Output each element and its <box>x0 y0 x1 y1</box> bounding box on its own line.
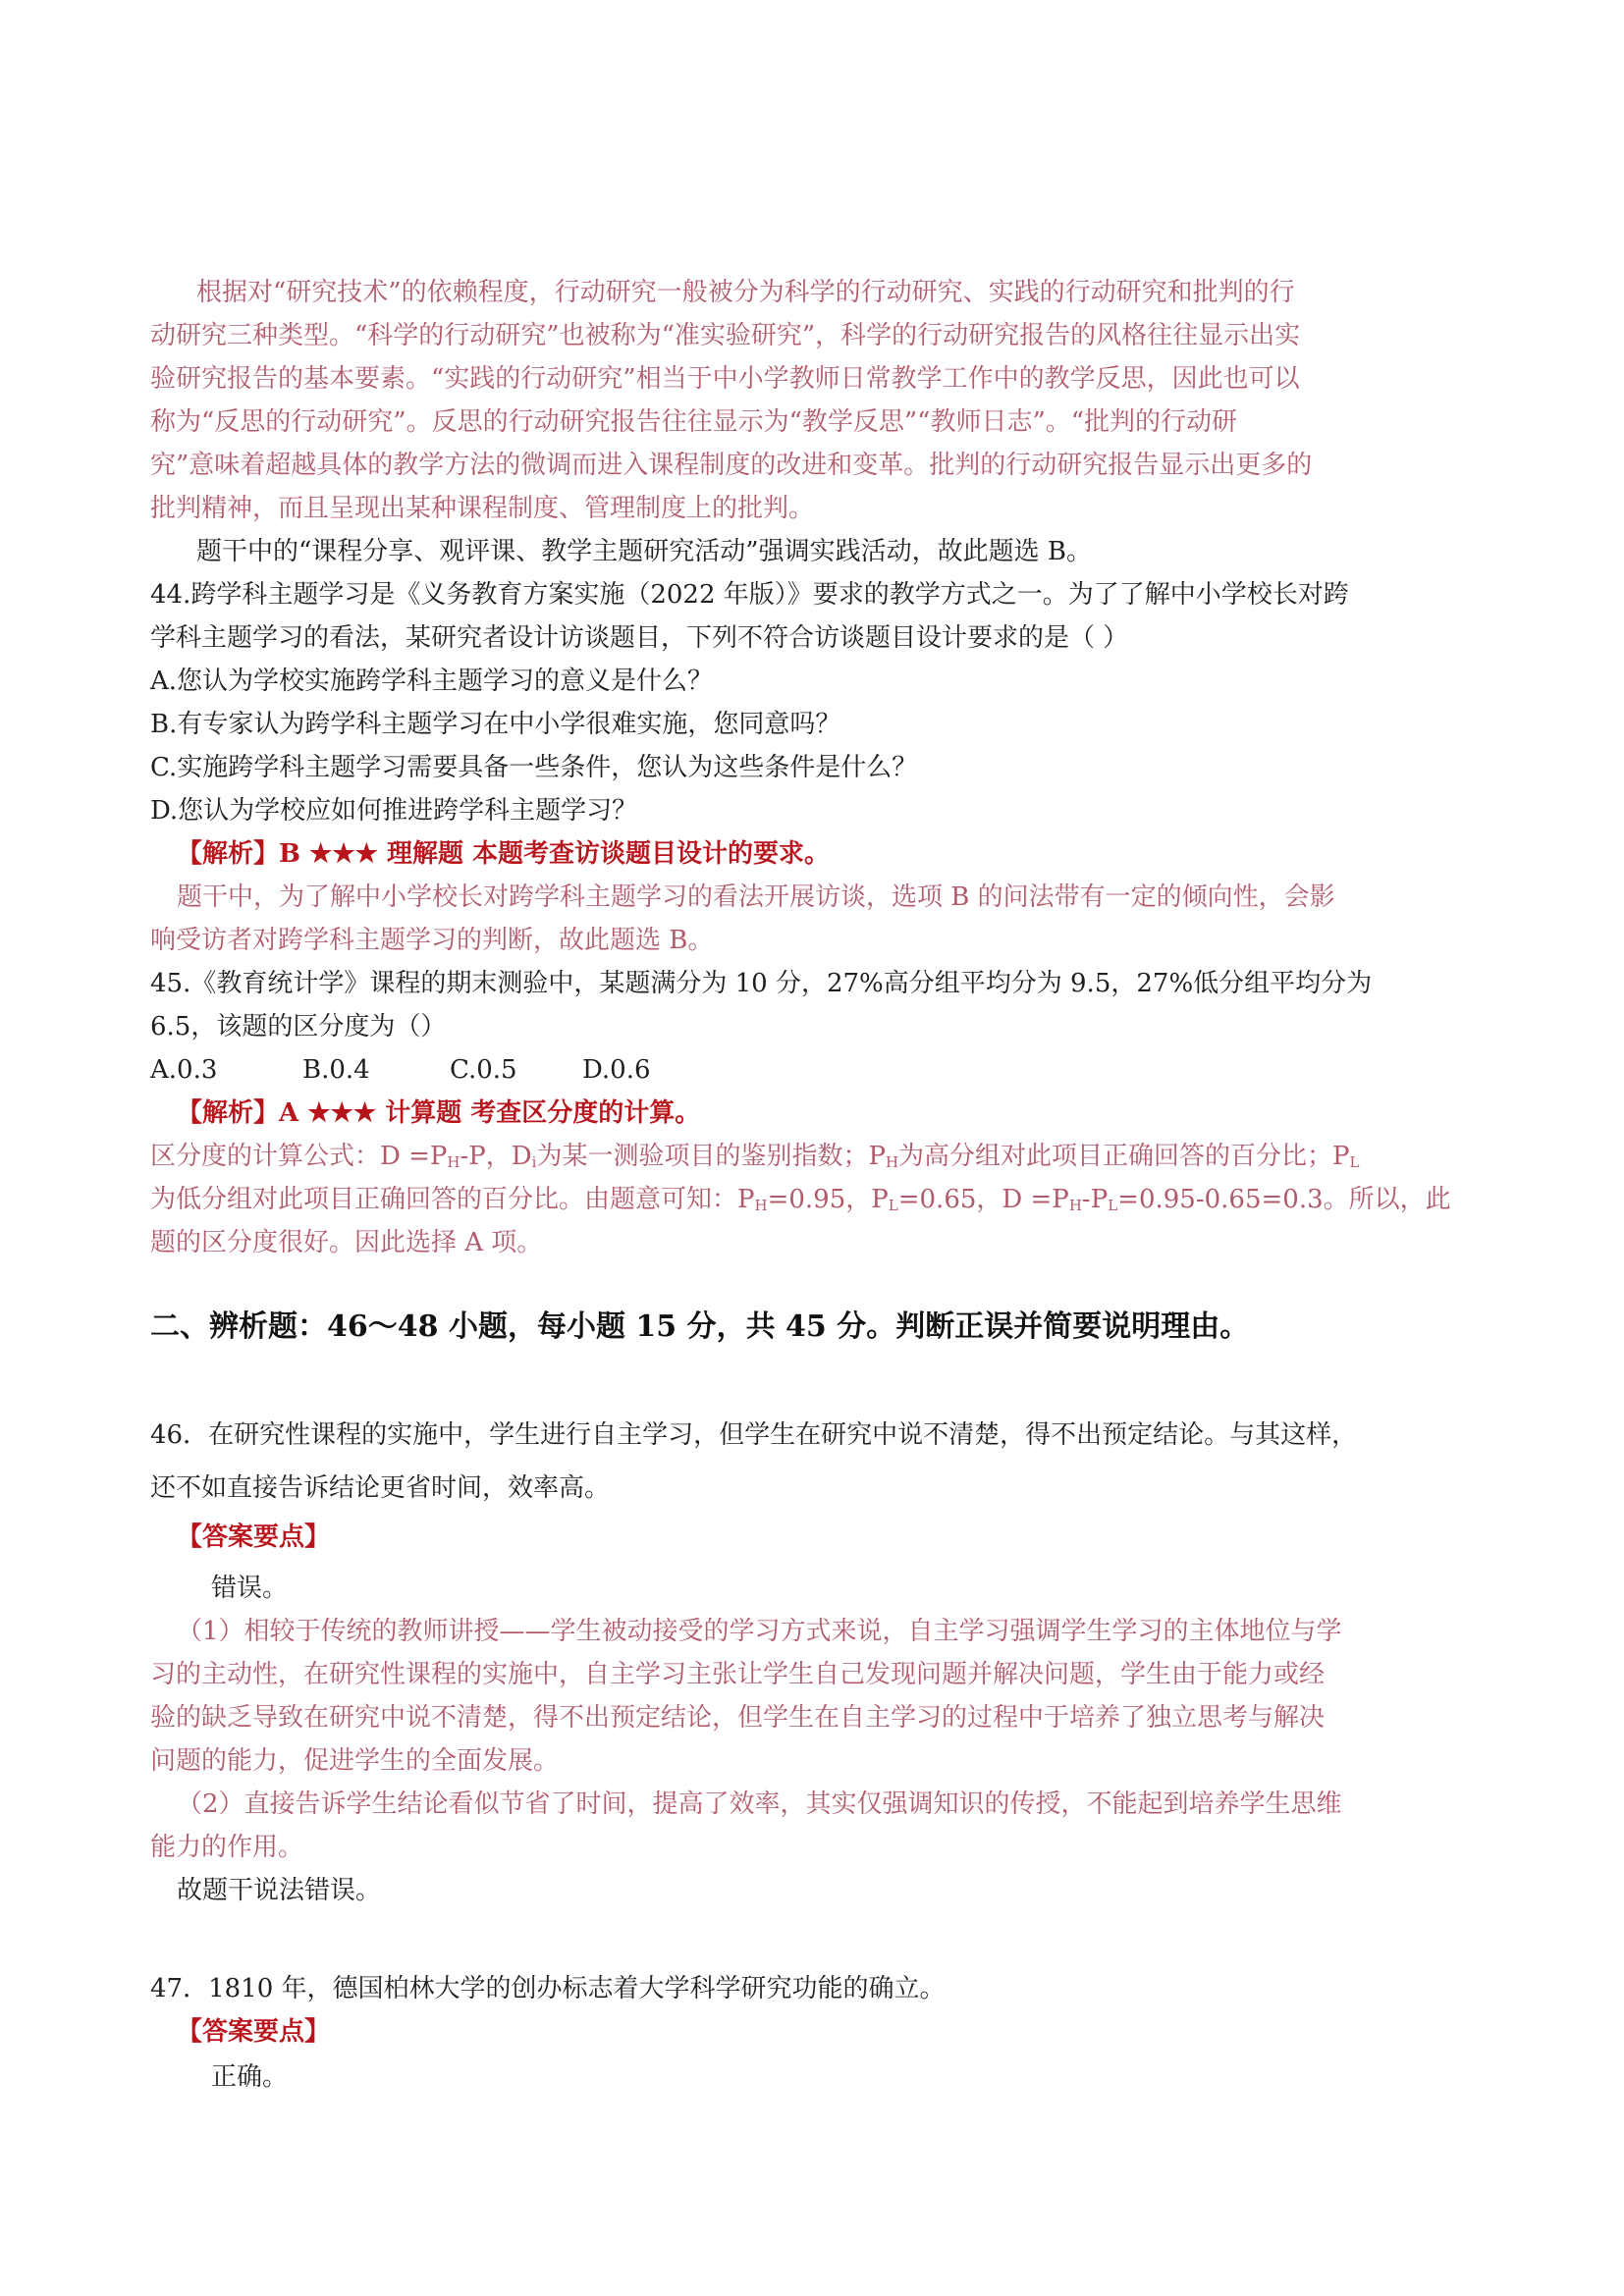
q45-analysis-line-1: 区分度的计算公式：$D =P_H-P$，$D_i$为某一测验项目的鉴别指数；$P_H$为高分组对此项目正确回答的百分比；$P_L$ <box>150 1142 1360 1171</box>
q46-point-line-1: （1）相较于传统的教师讲授——学生被动接受的学习方式来说，自主学习强调学生学习的主体地位与学 <box>177 1617 1342 1646</box>
q45-option-c: C.0.5 <box>450 1055 517 1085</box>
q45-option-d: D.0.6 <box>582 1055 651 1085</box>
q45-option-a: A.0.3 <box>150 1055 218 1085</box>
q47-verdict: 正确。 <box>211 2062 289 2092</box>
q44-option-c: C.实施跨学科主题学习需要具备一些条件，您认为这些条件是什么？ <box>150 753 918 782</box>
q43-explain-line-3: 验研究报告的基本要素。“实践的行动研究”相当于中小学教师日常教学工作中的教学反思，因此也可以 <box>150 364 1300 394</box>
section-2-heading: 二、辨析题：46～48 小题，每小题 15 分，共 45 分。判断正误并简要说明理由。 <box>150 1309 1250 1344</box>
q45-stem-line-1: 45.《教育统计学》课程的期末测验中，某题满分为 10 分，27%高分组平均分为 9.5，27%低分组平均分为 <box>150 969 1373 998</box>
q46-stem-line-2: 还不如直接告诉结论更省时间，效率高。 <box>150 1473 611 1503</box>
q43-explain-line-2: 动研究三种类型。“科学的行动研究”也被称为“准实验研究”，科学的行动研究报告的风格往往显示出实 <box>150 321 1301 350</box>
q43-explain-line-6: 批判精神，而且呈现出某种课程制度、管理制度上的批判。 <box>150 494 815 523</box>
q46-verdict: 错误。 <box>211 1574 289 1603</box>
q45-option-b: B.0.4 <box>302 1055 370 1085</box>
q46-point-line-6: 能力的作用。 <box>150 1833 304 1862</box>
q46-point-line-4: 问题的能力，促进学生的全面发展。 <box>150 1746 560 1776</box>
q44-option-a: A.您认为学校实施跨学科主题学习的意义是什么？ <box>150 667 714 696</box>
q47-answer-heading: 【答案要点】 <box>177 2017 331 2047</box>
q43-conclusion: 题干中的“课程分享、观评课、教学主题研究活动”强调实践活动，故此题选 B。 <box>196 537 1092 566</box>
q47-stem: 47．1810 年，德国柏林大学的创办标志着大学科学研究功能的确立。 <box>150 1974 946 2003</box>
q46-conclusion: 故题干说法错误。 <box>177 1876 382 1905</box>
q45-stem-line-2: 6.5，该题的区分度为（） <box>150 1012 447 1041</box>
q46-point-line-5: （2）直接告诉学生结论看似节省了时间，提高了效率，其实仅强调知识的传授，不能起到培养学生思维 <box>177 1789 1342 1819</box>
q44-analysis-line-1: 题干中，为了解中小学校长对跨学科主题学习的看法开展访谈，选项 B 的问法带有一定的倾向性，会影 <box>177 882 1335 912</box>
q44-stem-line-1: 44.跨学科主题学习是《义务教育方案实施（2022 年版）》要求的教学方式之一。为了了解中小学校长对跨 <box>150 580 1349 610</box>
q46-point-line-2: 习的主动性，在研究性课程的实施中，自主学习主张让学生自己发现问题并解决问题，学生由于能力或经 <box>150 1660 1326 1689</box>
q44-option-b: B.有专家认为跨学科主题学习在中小学很难实施，您同意吗？ <box>150 710 841 739</box>
q43-explain-line-1: 根据对“研究技术”的依赖程度，行动研究一般被分为科学的行动研究、实践的行动研究和批判的行 <box>196 278 1295 307</box>
q45-analysis-line-3: 题的区分度很好。因此选择 A 项。 <box>150 1228 543 1257</box>
q43-explain-line-5: 究”意味着超越具体的教学方法的微调而进入课程制度的改进和变革。批判的行动研究报告显示出更多的 <box>150 451 1313 480</box>
q45-analysis-heading: 【解析】A ★★★ 计算题 考查区分度的计算。 <box>177 1098 701 1128</box>
q46-answer-heading: 【答案要点】 <box>177 1522 331 1552</box>
q44-analysis-line-2: 响受访者对跨学科主题学习的判断，故此题选 B。 <box>150 926 714 955</box>
q43-explain-line-4: 称为“反思的行动研究”。反思的行动研究报告往往显示为“教学反思”“教师日志”。“批判的行动研 <box>150 407 1238 437</box>
q44-analysis-heading: 【解析】B ★★★ 理解题 本题考查访谈题目设计的要求。 <box>177 839 831 869</box>
q46-stem-line-1: 46．在研究性课程的实施中，学生进行自主学习，但学生在研究中说不清楚，得不出预定结论。与其这样， <box>150 1420 1358 1450</box>
q45-analysis-line-2: 为低分组对此项目正确回答的百分比。由题意可知：$P_H=0.95$，$P_L=0.65$，$D =P_H-P_L=0.95-0.65=0.3$。所以，此 <box>150 1185 1451 1214</box>
q44-stem-line-2: 学科主题学习的看法，某研究者设计访谈题目，下列不符合访谈题目设计要求的是（ ） <box>150 623 1129 653</box>
q44-option-d: D.您认为学校应如何推进跨学科主题学习？ <box>150 796 638 826</box>
q46-point-line-3: 验的缺乏导致在研究中说不清楚，得不出预定结论，但学生在自主学习的过程中于培养了独立思考与解决 <box>150 1703 1326 1733</box>
